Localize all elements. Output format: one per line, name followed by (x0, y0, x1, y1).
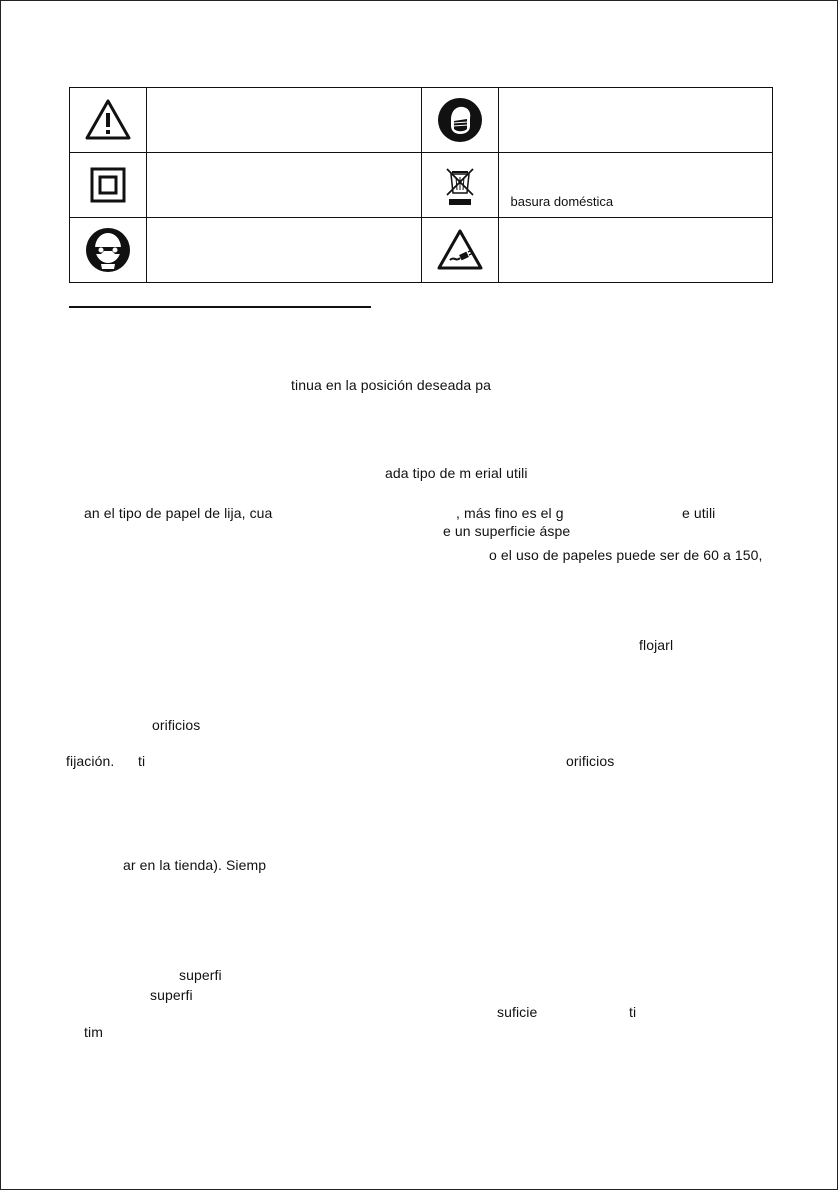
unplug-warning-icon (436, 226, 484, 274)
symbols-row (70, 88, 773, 153)
text-fragment: tinua en la posición deseada pa (291, 377, 492, 393)
text-fragment: superfi (150, 987, 193, 1003)
safety-goggles-icon (84, 226, 132, 274)
section-heading-underline (69, 306, 371, 308)
symbol-cell (70, 218, 147, 283)
safety-symbols-table (69, 87, 773, 283)
symbol-cell (421, 218, 498, 283)
symbol-cell (70, 88, 147, 153)
text-fragment: superfi (179, 967, 222, 983)
symbol-cell (421, 153, 498, 218)
symbol-description (147, 218, 422, 283)
text-fragment: an el tipo de papel de lija, cua (84, 505, 273, 521)
text-fragment: orificios (152, 717, 201, 733)
text-fragment: orificios (566, 753, 615, 769)
symbol-cell (70, 153, 147, 218)
text-fragment: o el uso de papeles puede ser de 60 a 150, (489, 547, 763, 563)
warning-triangle-icon (84, 96, 132, 144)
symbol-description (498, 88, 773, 153)
symbols-row (70, 153, 773, 218)
double-insulation-icon (84, 161, 132, 209)
text-fragment: suficie (497, 1004, 538, 1020)
text-fragment: fijación. (66, 753, 115, 769)
text-fragment: ti (138, 753, 146, 769)
text-fragment: , más fino es el g (456, 505, 564, 521)
text-fragment: ti (629, 1004, 637, 1020)
symbol-description (147, 153, 422, 218)
symbol-description (498, 218, 773, 283)
text-fragment: ar en la tienda). Siemp (123, 857, 267, 873)
symbol-description (147, 88, 422, 153)
dust-mask-icon (436, 96, 484, 144)
symbol-cell (421, 88, 498, 153)
text-fragment: tim (84, 1024, 103, 1040)
text-fragment: ada tipo de m erial utili (385, 465, 528, 481)
symbol-description: basura doméstica (498, 153, 773, 218)
symbols-row (70, 218, 773, 283)
text-fragment: e un superficie áspe (443, 523, 571, 539)
crossed-bin-icon (436, 161, 484, 209)
text-fragment: flojarl (639, 637, 674, 653)
text-fragment: e utili (682, 505, 716, 521)
